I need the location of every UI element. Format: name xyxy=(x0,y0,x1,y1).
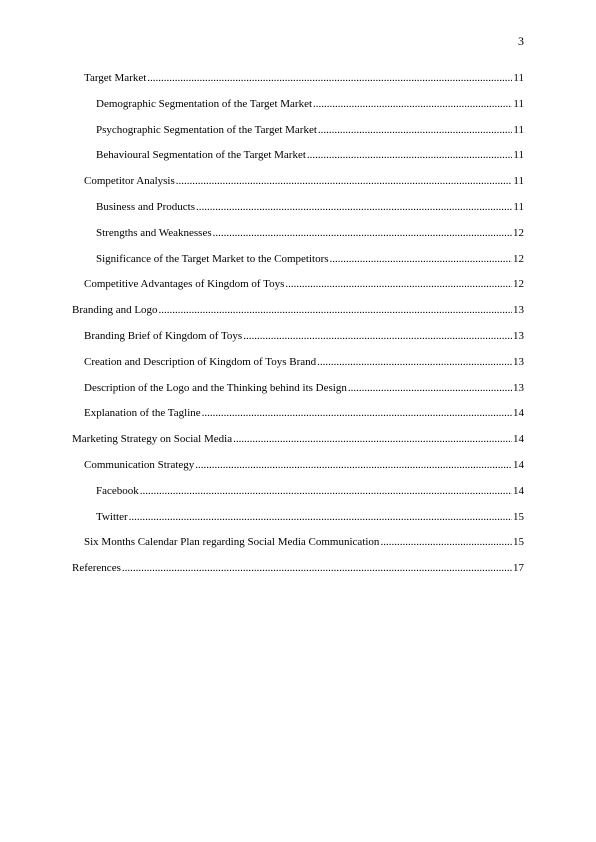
toc-entry-title: Communication Strategy xyxy=(84,458,195,471)
toc-entry-title: Explanation of the Tagline xyxy=(84,407,201,420)
dot-leader xyxy=(317,354,512,370)
toc-entry-title: Competitive Advantages of Kingdom of Toys xyxy=(84,278,285,291)
dot-leader xyxy=(176,173,513,189)
dot-leader xyxy=(147,70,512,86)
toc-entry-title: Creation and Description of Kingdom of Toys Brand xyxy=(84,355,317,368)
toc-entry[interactable] xyxy=(72,70,524,96)
toc-entry-title: Competitor Analysis xyxy=(84,175,175,188)
toc-entry-title: Demographic Segmentation of the Target Market xyxy=(96,97,313,110)
toc-entry[interactable] xyxy=(72,251,524,277)
toc-entry-page-number: 14 xyxy=(513,433,524,446)
toc-entry-page-number: 14 xyxy=(513,407,524,420)
toc-entry-page-number: 15 xyxy=(513,510,524,523)
toc-entry-page-number: 11 xyxy=(513,200,524,213)
dot-leader xyxy=(318,122,512,138)
toc-entry-page-number: 13 xyxy=(513,304,524,317)
toc-entry-title: Business and Products xyxy=(96,200,195,213)
toc-entry-page-number: 12 xyxy=(513,252,524,265)
toc-entry-page-number: 11 xyxy=(513,123,524,136)
toc-entry-title: Twitter xyxy=(96,510,128,523)
toc-entry-title: Description of the Logo and the Thinking behind its Design xyxy=(84,381,347,394)
toc-entry-page-number: 11 xyxy=(513,175,524,188)
toc-entry[interactable] xyxy=(72,483,524,509)
dot-leader xyxy=(140,483,512,499)
toc-entry[interactable] xyxy=(72,276,524,302)
dot-leader xyxy=(129,509,512,525)
toc-entry-title: Significance of the Target Market to the Competitors xyxy=(96,252,329,265)
dot-leader xyxy=(348,380,512,396)
dot-leader xyxy=(195,457,512,473)
toc-entry-title: Target Market xyxy=(84,72,147,84)
toc-entry[interactable] xyxy=(72,405,524,431)
toc-entry[interactable] xyxy=(72,302,524,328)
toc-entry-page-number: 11 xyxy=(513,149,524,162)
dot-leader xyxy=(313,96,512,112)
toc-entry[interactable] xyxy=(72,457,524,483)
toc-entry-title: Behavioural Segmentation of the Target Market xyxy=(96,149,306,162)
toc-entry[interactable] xyxy=(72,534,524,560)
dot-leader xyxy=(196,199,512,215)
toc-entry-title: Psychographic Segmentation of the Target Market xyxy=(96,123,317,136)
toc-entry-page-number: 11 xyxy=(513,97,524,110)
page-number: 3 xyxy=(518,34,524,48)
toc-entry[interactable] xyxy=(72,173,524,199)
toc-entry-title: Marketing Strategy on Social Media xyxy=(72,433,233,446)
dot-leader xyxy=(233,431,512,447)
toc-entry-title: Branding and Logo xyxy=(72,304,158,317)
toc-entry[interactable] xyxy=(72,199,524,225)
toc-entry-page-number: 13 xyxy=(513,355,524,368)
toc-entry-page-number: 12 xyxy=(513,226,524,239)
toc-entry[interactable] xyxy=(72,354,524,380)
toc-entry-title: References xyxy=(72,562,121,575)
toc-entry-page-number: 11 xyxy=(513,72,524,84)
dot-leader xyxy=(307,147,513,163)
toc-entry-title: Strengths and Weaknesses xyxy=(96,226,212,239)
toc-entry[interactable] xyxy=(72,509,524,535)
dot-leader xyxy=(243,328,512,344)
toc-entry-page-number: 14 xyxy=(513,484,524,497)
toc-entry[interactable] xyxy=(72,147,524,173)
toc-entry[interactable] xyxy=(72,431,524,457)
dot-leader xyxy=(159,302,512,318)
toc-entry-page-number: 12 xyxy=(513,278,524,291)
toc-entry[interactable] xyxy=(72,560,524,586)
toc-entry-page-number: 13 xyxy=(513,381,524,394)
dot-leader xyxy=(285,276,512,292)
dot-leader xyxy=(122,560,512,576)
toc-entry[interactable] xyxy=(72,122,524,148)
toc-entry[interactable] xyxy=(72,328,524,354)
toc-entry-title: Six Months Calendar Plan regarding Social Media Communication xyxy=(84,536,380,549)
dot-leader xyxy=(213,225,512,241)
table-of-contents xyxy=(72,70,524,586)
toc-entry[interactable] xyxy=(72,380,524,406)
toc-entry[interactable] xyxy=(72,96,524,122)
dot-leader xyxy=(380,534,512,550)
toc-entry-page-number: 15 xyxy=(513,536,524,549)
toc-entry[interactable] xyxy=(72,225,524,251)
dot-leader xyxy=(202,405,512,421)
toc-entry-page-number: 17 xyxy=(513,562,524,575)
toc-entry-page-number: 14 xyxy=(513,458,524,471)
toc-entry-page-number: 13 xyxy=(513,329,524,342)
dot-leader xyxy=(330,251,512,267)
toc-entry-title: Facebook xyxy=(96,484,139,497)
toc-entry-title: Branding Brief of Kingdom of Toys xyxy=(84,329,243,342)
